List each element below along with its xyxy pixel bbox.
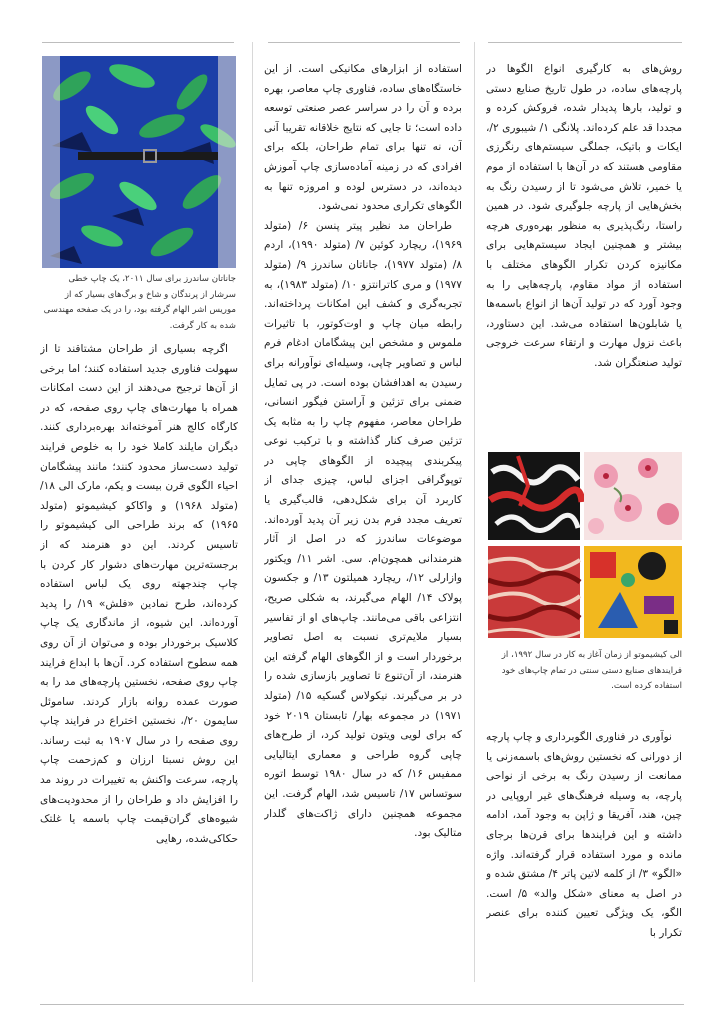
top-rule-left — [42, 42, 234, 43]
print-samples-illustration — [488, 452, 682, 638]
left-column — [40, 340, 238, 990]
right-column-bottom — [486, 728, 682, 988]
column-divider-left — [252, 42, 253, 982]
photo-caption-saunders: جاناتان ساندرز برای سال ۲۰۱۱، یک چاپ خطی سرشار از پرندگان و شاخ و برگ‌های بسیار که از موریس اشر الهام گرفته بود، را در یک صفحه مهندسی شده به کار گرفت. — [43, 274, 236, 331]
dress-print-illustration — [42, 56, 236, 268]
kishimoto-print-samples — [488, 452, 682, 638]
top-rule-middle — [268, 42, 460, 43]
middle-paragraph-1: استفاده از ابزارهای مکانیکی است. از این خاستگاه‌های ساده، فناوری چاپ معاصر، بهره برده و آن را در سراسر عصر صنعتی توسعه داده است؛ تا جایی که نتایج خلاقانه تقریبا آنی آن، نه تنها برای تمام طراحان، بلکه برای افرادی که در زمینه آماده‌سازی چاپ آموزش دیده‌اند، در دسترس لوده و امروزه تنها به الگوهای تکراری محدود نمی‌شود. — [264, 63, 462, 213]
middle-paragraph-2: طراحان مد نظیر پیتر پنسن ۶/ (متولد ۱۹۶۹)، ریچارد کوئین ۷/ (متولد ۱۹۹۰)، اردم ۸/ (متولد ۱۹۷۷)، جاناتان ساندرز ۹/ (متولد ۱۹۷۷) و مری کاترانتزو ۱۰/ (متولد ۱۹۸۳)، به تجربه‌گری و کشف این امکانات پرداخته‌اند. رابطه میان چاپ و اوت‌کوتور، با تاثیرات ملموس و مشخص این پیشگامان ادغام فرم لباس و تصاویر چاپی، وسیله‌ای نوآورانه برای رسیدن به اهدافشان بوده است. در پی تمایل ضمنی برای تزئین و آراستن فیگور انسانی، طراحان معاصر، مفهوم چاپ را به مثابه یک تزئین صرف کنار گذاشته و با ترکیب نوعی پیکربندی پیچیده از الگوهای چاپی در توپوگرافی اجزای لباس، چیزی جدای از کاربرد آن برای شکل‌دهی، قالب‌گیری یا تعریف مجدد فرم بدن زیر آن پدید آورده‌اند. موضوعات ساندرز که در اصل از آثار هنرمندانی همچون‌ام. سی. اشر ۱۱/ ویکتور وازارلی ۱۲/، ریچارد همیلتون ۱۳/ و جکسون پولاک ۱۴/ الهام می‌گیرند، به شکلی صریح، انتزاعی باقی می‌مانند. چاپ‌های او از تفاسیر بسیار ملایم‌تری نسبت به اصل تصاویر برخوردار است و از الگوهای الهام گرفته این هنرمند، از آن‌تنوع تا تصاویر بازسازی شده را در بر می‌گیرند. نیکولاس گسکیه ۱۵/ (متولد ۱۹۷۱) در مجموعه بهار/ تابستان ۲۰۱۹ خود که برای لویی ویتون تولید کرد، از طرح‌های چاپی گروه طراحی و معماری ایتالیایی ممفیس ۱۶/ که در سال ۱۹۸۰ توسط اتوره سوتساس ۱۷/ تاسیس شد، الهام گرفت. این مجموعه همچنین دارای ژاکت‌های گلدار متالیک بود. — [264, 219, 462, 840]
right-column-top — [486, 60, 682, 420]
top-rule-right — [488, 42, 682, 43]
middle-column — [264, 60, 462, 990]
left-paragraph-1: اگرچه بسیاری از طراحان مشتاقند تا از سهولت فناوری جدید استفاده کنند؛ اما برخی از آن‌ها ترجیح می‌دهند از این دست امکانات همراه با مهارت‌های چاپ روی صفحه، که در کارگاه کالج هنر آموخته‌اند بهره‌برداری کنند. دیگران مایلند کاملا خود را به خلوص فرایند تولید دست‌ساز محدود کنند؛ مانند پیشگامان احیاء الگوی قرن بیست و یکم، مارک الی ۱۸/ (متولد ۱۹۶۸) و واکاکو کیشیموتو (متولد ۱۹۶۵) که برند طراحی الی کیشیموتو را تاسیس کردند. این دو هنرمند که از برجسته‌ترین مهارت‌های دشوار کار کردن با چاپ چندجهته روی یک لباس استفاده کرده‌اند، طرح نمادین «فلش» ۱۹/ را پدید آورده‌اند. این شیوه، از ماندگاری یک چاپ کلاسیک برخوردار بوده و می‌توان از آن روی همه سطوح استفاده کرد. آن‌ها با ابداع فرایند چاپ روی صفحه، نخستین پارچه‌های مد را به صورت عمده روانه بازار کردند. ساموئل سایمون ۲۰/، نخستین اختراع در فرایند چاپ روی صفحه را در سال ۱۹۰۷ به ثبت رساند. این روش نسبتا ارزان و کم‌زحمت چاپ پارچه، سرعت واکنش به تغییرات در روند مد را افزایش داد و طراحان را از محدودیت‌های شیوه‌های گران‌قیمت چاپ باسمه یا غلتک حکاکی‌شده، رهایی — [40, 343, 238, 845]
bottom-rule — [40, 1004, 684, 1005]
saunders-dress-photo — [42, 56, 236, 268]
column-divider-right — [474, 42, 475, 982]
figure-caption-kishimoto: الی کیشیموتو از زمان آغاز به کار در سال ۱۹۹۲، از فرایندهای صنایع دستی سنتی در تمام چاپ‌های خود استفاده کرده است. — [501, 650, 682, 691]
right-paragraph-2: نوآوری در فناوری الگوبرداری و چاپ پارچه از دورانی که نخستین روش‌های باسمه‌زنی یا ممانعت از رسیدن رنگ به برخی از نواحی پارچه، به وسیله فرهنگ‌های غیر اروپایی در چین، هند، آفریقا و ژاپن به وجود آمد، ادامه داشته و این فرایندها برای قرن‌ها برجای مانده و مورد استفاده قرار گرفته‌اند. واژه «الگو» ۳/ از کلمه لاتین پاتر ۴/ مشتق شده و در اصل به معنای «شکل والد» ۵/ است. الگو، یک ویژگی تعیین کننده برای عنصر تکرار با — [486, 731, 682, 939]
right-paragraph-1: روش‌های به کارگیری انواع الگوها در پارچه‌های ساده، در طول تاریخ صنایع دستی و تولید، بارها پدیدار شده، فروکش کرده و مجددا قد علم کرده‌اند. پلانگی ۱/ شیبوری ۲/، ایکات و باتیک، جملگی سیستم‌های رنگرزی مقاومی هستند که در آن‌ها با استفاده از موم یا خمیر، تلاش می‌شود تا از رسیدن رنگ به بخش‌هایی از پارچه جلوگیری شود. در همین راستا، رنگ‌پذیری به منظور بهره‌وری هرچه بیشتر و همچنین ایجاد سیستم‌هایی برای مکانیزه کردن تکرار الگوهای مختلف با استفاده از مواد مقاوم، پارچه‌هایی را به وجود آورد که در تولید آن‌ها از انواع باسمه‌ها یا شابلون‌ها استفاده می‌شد. این دستاورد، باعث نزول مهارت و ارتقاء سرعت خروجی تولید صنعتگران شد. — [486, 63, 682, 369]
